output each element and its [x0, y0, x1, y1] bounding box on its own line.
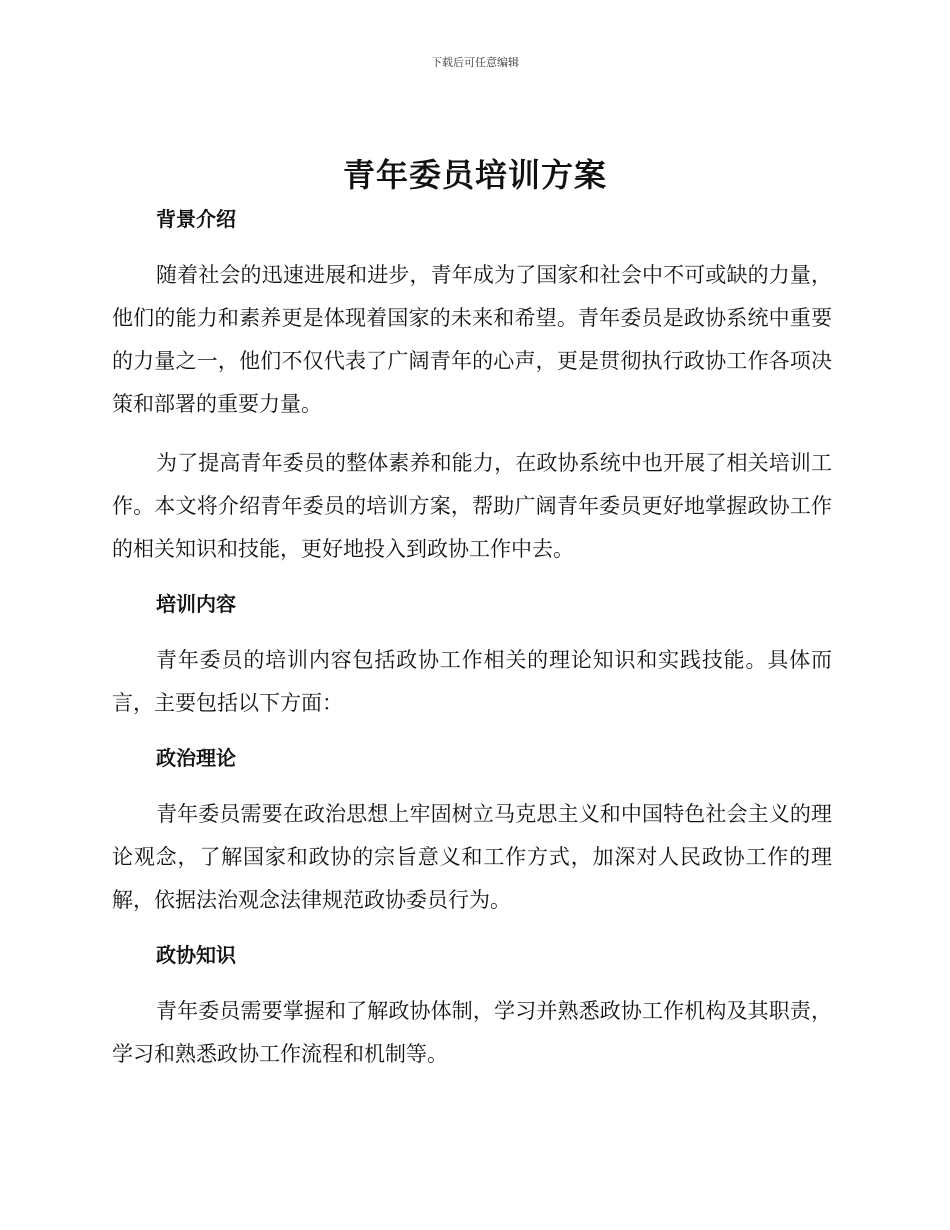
section-heading-background: 背景介绍 [156, 207, 236, 231]
header-note: 下载后可任意编辑 [431, 56, 519, 69]
document-title: 青年委员培训方案 [342, 156, 607, 194]
paragraph-political-theory-1: 青年委员需要在政治思想上牢固树立马克思主义和中国特色社会主义的理论观念，了解国家和政协的宗旨意义和工作方式，加深对人民政协工作的理解，依据法治观念法律规范政协委员行为。 [112, 802, 832, 912]
section-heading-political-theory: 政治理论 [156, 746, 236, 770]
section-heading-cppcc-knowledge: 政协知识 [156, 943, 236, 967]
paragraph-training-content-1: 青年委员的培训内容包括政协工作相关的理论知识和实践技能。具体而言，主要包括以下方面： [112, 648, 832, 715]
paragraph-background-1: 随着社会的迅速进展和进步，青年成为了国家和社会中不可或缺的力量，他们的能力和素养更是体现着国家的未来和希望。青年委员是政协系统中重要的力量之一，他们不仅代表了广阔青年的心声，更是贯彻执行政协工作各项决策和部署的重要力量。 [112, 263, 832, 416]
paragraph-cppcc-knowledge-1: 青年委员需要掌握和了解政协体制，学习并熟悉政协工作机构及其职责，学习和熟悉政协工作流程和机制等。 [112, 999, 832, 1066]
paragraph-background-2: 为了提高青年委员的整体素养和能力，在政协系统中也开展了相关培训工作。本文将介绍青年委员的培训方案，帮助广阔青年委员更好地掌握政协工作的相关知识和技能，更好地投入到政协工作中去。 [112, 451, 832, 561]
section-heading-training-content: 培训内容 [156, 592, 236, 616]
document-body [112, 202, 832, 1076]
